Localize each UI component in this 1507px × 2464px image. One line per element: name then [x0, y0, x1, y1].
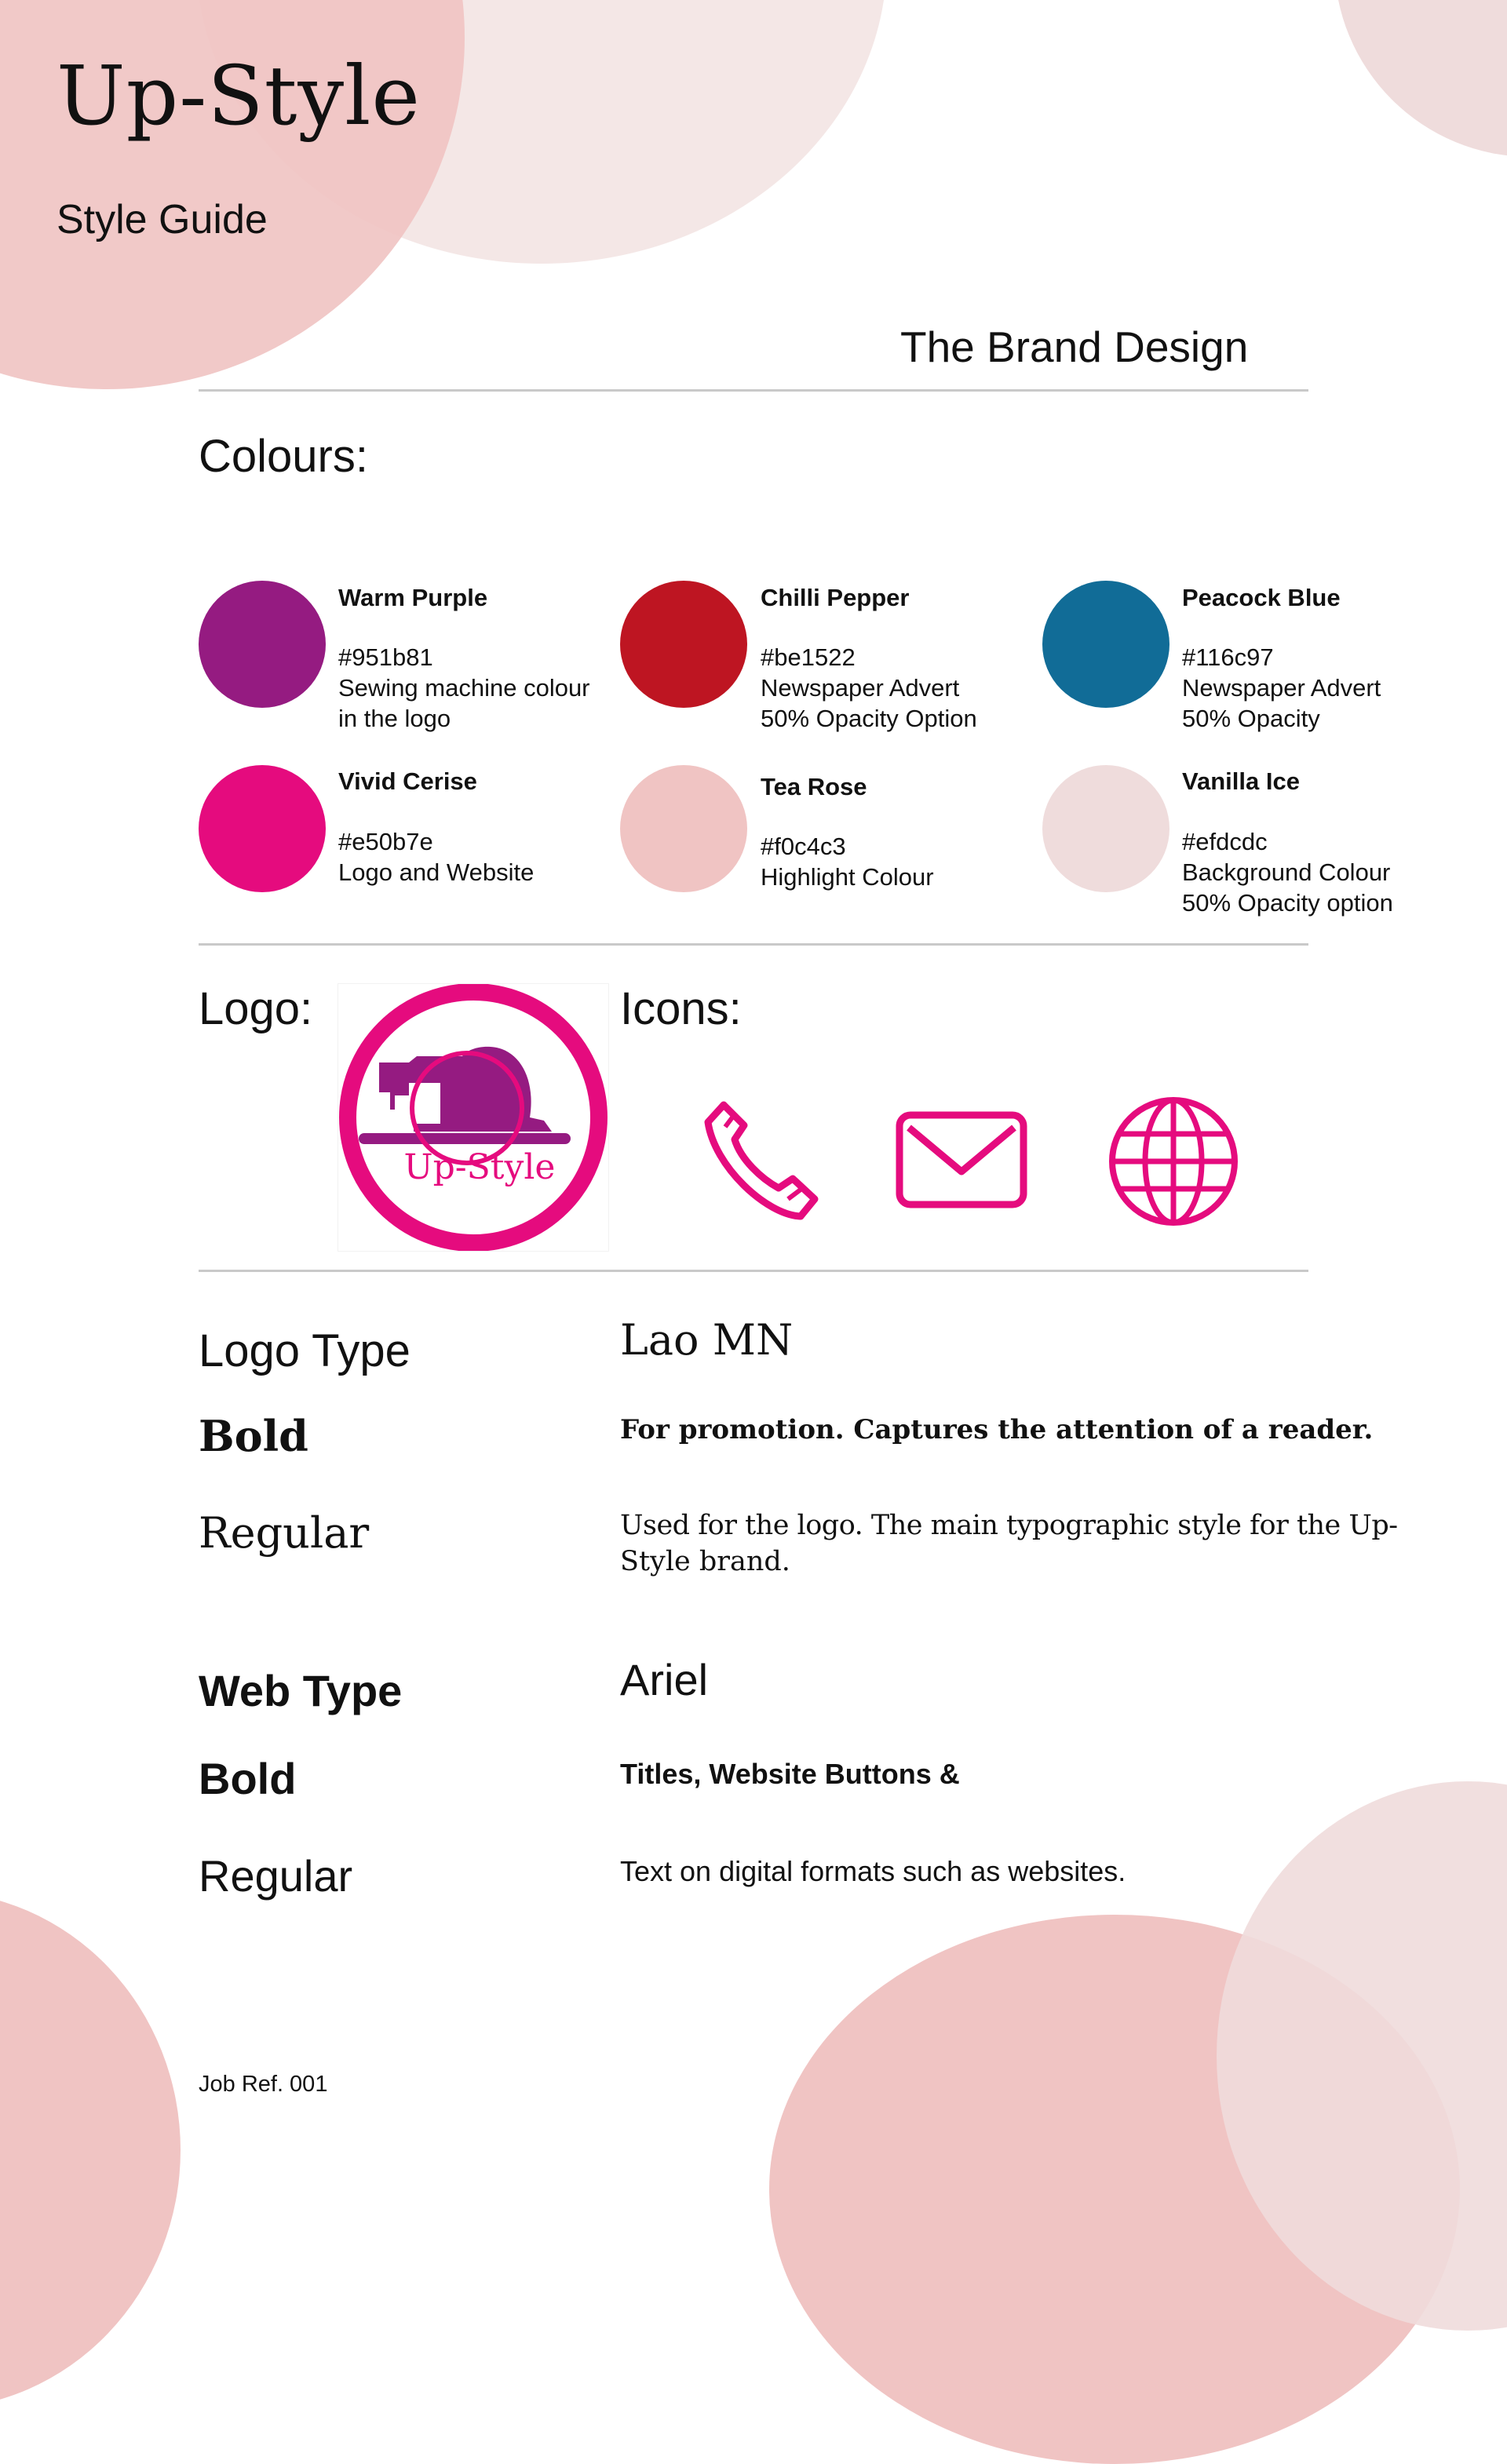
logo-type-bold-label: Bold [199, 1411, 308, 1461]
swatch-warm-purple [199, 581, 326, 708]
divider-top [199, 389, 1308, 392]
logo-type-regular-desc-line1: Used for the logo. The main typographic style for the Up- [620, 1510, 1398, 1541]
swatch-desc: Background Colour [1182, 858, 1391, 886]
colours-heading: Colours: [199, 431, 368, 482]
swatch-hex: #116c97 [1182, 643, 1274, 671]
swatch-name: Warm Purple [338, 584, 488, 611]
swatch-name: Tea Rose [761, 773, 867, 800]
web-type-bold-label: Bold [199, 1754, 297, 1803]
icons-heading: Icons: [620, 983, 742, 1034]
swatch-hex: #efdcdc [1182, 828, 1268, 855]
swatch-desc: Newspaper Advert [761, 674, 960, 702]
web-type-regular-label: Regular [199, 1851, 353, 1901]
swatch-desc: Sewing machine colour [338, 674, 590, 702]
bg-circle-top-right [1334, 0, 1507, 157]
swatch-desc: 50% Opacity [1182, 705, 1320, 732]
logo-type-bold-desc: For promotion. Captures the attention of a reader. [620, 1414, 1374, 1445]
logo-type-font-name: Lao MN [620, 1315, 794, 1365]
swatch-vanilla-ice [1042, 765, 1169, 892]
swatch-desc: Newspaper Advert [1182, 674, 1381, 702]
swatch-chilli-pepper [620, 581, 747, 708]
swatch-name: Peacock Blue [1182, 584, 1341, 611]
logo-type-label: Logo Type [199, 1325, 411, 1376]
logo-type-regular-label: Regular [199, 1508, 370, 1558]
swatch-hex: #be1522 [761, 643, 856, 671]
page-subtitle: Style Guide [57, 197, 268, 242]
swatch-hex: #f0c4c3 [761, 833, 846, 860]
divider-middle [199, 943, 1308, 946]
page-title: Up-Style [57, 48, 421, 144]
brand-logo [338, 983, 609, 1252]
web-type-bold-desc: Titles, Website Buttons & [620, 1758, 960, 1790]
globe-icon [1107, 1095, 1240, 1228]
divider-bottom [199, 1270, 1308, 1272]
swatch-name: Vanilla Ice [1182, 767, 1300, 795]
swatch-peacock-blue [1042, 581, 1169, 708]
swatch-desc: Highlight Colour [761, 863, 934, 891]
swatch-name: Chilli Pepper [761, 584, 910, 611]
swatch-tea-rose [620, 765, 747, 892]
logo-graphic [338, 984, 608, 1251]
swatch-hex: #951b81 [338, 643, 433, 671]
mail-icon [895, 1110, 1028, 1209]
swatch-desc: 50% Opacity Option [761, 705, 977, 732]
section-heading: The Brand Design [900, 323, 1249, 371]
logo-heading: Logo: [199, 983, 313, 1034]
logo-wordmark: Up-Style [403, 1147, 556, 1187]
swatch-desc: 50% Opacity option [1182, 889, 1393, 917]
web-type-regular-desc: Text on digital formats such as websites. [620, 1855, 1126, 1887]
web-type-font-name: Ariel [620, 1655, 709, 1704]
logo-type-regular-desc-line2: Style brand. [620, 1546, 790, 1577]
phone-icon [691, 1091, 832, 1232]
swatch-name: Vivid Cerise [338, 767, 477, 795]
web-type-label: Web Type [199, 1666, 403, 1715]
bg-circle-bottom-left [0, 1891, 181, 2409]
swatch-vivid-cerise [199, 765, 326, 892]
swatch-hex: #e50b7e [338, 828, 433, 855]
swatch-desc: in the logo [338, 705, 451, 732]
swatch-desc: Logo and Website [338, 858, 535, 886]
job-reference: Job Ref. 001 [199, 2072, 328, 2097]
